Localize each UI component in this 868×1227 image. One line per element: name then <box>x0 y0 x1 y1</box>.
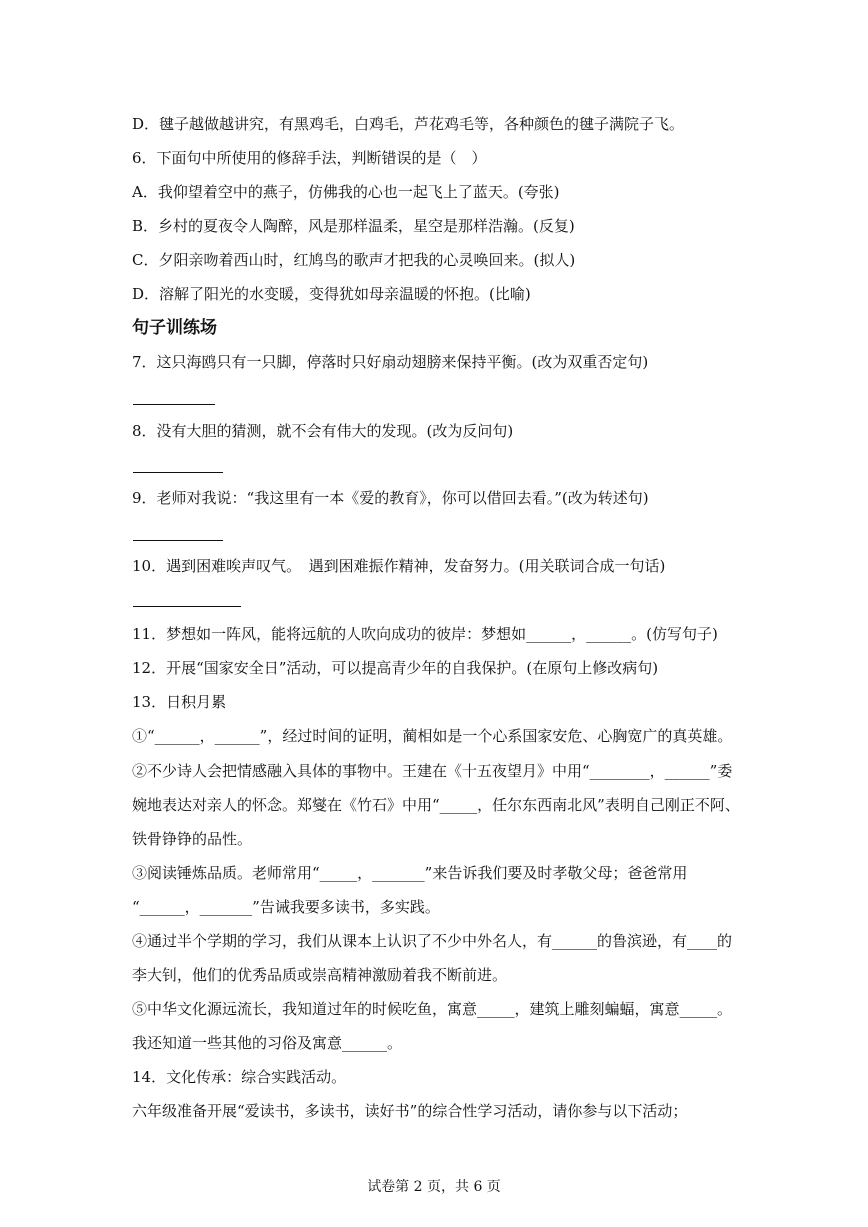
q13-item-4-line-1: ④通过半个学期的学习，我们从课本上认识了不少中外名人，有______的鲁滨逊，有____的 <box>132 932 733 950</box>
answer-line-q7 <box>133 404 215 405</box>
option-a-q6: A．我仰望着空中的燕子，仿佛我的心也一起飞上了蓝天。(夸张) <box>132 183 560 201</box>
option-d-q6: D．溶解了阳光的水变暖，变得犹如母亲温暖的怀抱。(比喻) <box>132 285 531 303</box>
question-13: 13．日积月累 <box>132 693 227 711</box>
answer-line-q8 <box>133 472 223 473</box>
page-footer: 试卷第 2 页，共 6 页 <box>367 1179 501 1195</box>
question-14-intro: 六年级准备开展“爱读书，多读书，读好书”的综合性学习活动，请你参与以下活动； <box>132 1102 688 1120</box>
q13-item-4-line-2: 李大钊，他们的优秀品质或崇高精神激励着我不断前进。 <box>132 966 508 984</box>
q13-item-3-line-2: “______，_______”告诫我要多读书，多实践。 <box>132 898 440 916</box>
option-d-q5: D．毽子越做越讲究，有黑鸡毛，白鸡毛，芦花鸡毛等，各种颜色的毽子满院子飞。 <box>132 115 685 133</box>
q13-item-5-line-2: 我还知道一些其他的习俗及寓意______。 <box>132 1034 403 1052</box>
q13-item-2-line-3: 铁骨铮铮的品性。 <box>132 830 253 848</box>
question-12: 12．开展“国家安全日”活动，可以提高青少年的自我保护。(在原句上修改病句) <box>132 659 659 677</box>
option-b-q6: B．乡村的夏夜令人陶醉，风是那样温柔，星空是那样浩瀚。(反复) <box>132 217 575 235</box>
answer-line-q10 <box>133 606 241 607</box>
question-11: 11．梦想如一阵风，能将远航的人吹向成功的彼岸：梦想如______，______。(仿写句子) <box>132 625 718 643</box>
question-14: 14．文化传承：综合实践活动。 <box>132 1068 347 1086</box>
question-8: 8．没有大胆的猜测，就不会有伟大的发现。(改为反问句) <box>132 422 514 440</box>
q13-item-1: ①“______，______”，经过时间的证明，蔺相如是一个心系国家安危、心胸宽广的真英雄。 <box>132 727 733 745</box>
q13-item-2-line-2: 婉地表达对亲人的怀念。郑燮在《竹石》中用“_____，任尔东西南北风”表明自己刚正不阿、 <box>132 796 740 814</box>
section-title: 句子训练场 <box>132 318 217 338</box>
question-10: 10．遇到困难唉声叹气。 遇到困难振作精神，发奋努力。(用关联词合成一句话) <box>132 557 666 575</box>
option-c-q6: C．夕阳亲吻着西山时，红鸠鸟的歌声才把我的心灵唤回来。(拟人) <box>132 251 576 269</box>
q13-item-3-line-1: ③阅读锤炼品质。老师常用“_____，_______”来告诉我们要及时孝敬父母；爸爸常用 <box>132 864 688 882</box>
question-6: 6．下面句中所使用的修辞手法，判断错误的是（ ） <box>132 149 487 167</box>
question-9: 9．老师对我说：“我这里有一本《爱的教育》，你可以借回去看。”(改为转述句) <box>132 489 649 507</box>
answer-line-q9 <box>133 540 223 541</box>
q13-item-2-line-1: ②不少诗人会把情感融入具体的事物中。王建在《十五夜望月》中用“________，______”委 <box>132 762 733 780</box>
question-7: 7．这只海鸥只有一只脚，停落时只好扇动翅膀来保持平衡。(改为双重否定句) <box>132 353 649 371</box>
q13-item-5-line-1: ⑤中华文化源远流长，我知道过年的时候吃鱼，寓意_____，建筑上雕刻蝙蝠，寓意_____。 <box>132 1000 733 1018</box>
